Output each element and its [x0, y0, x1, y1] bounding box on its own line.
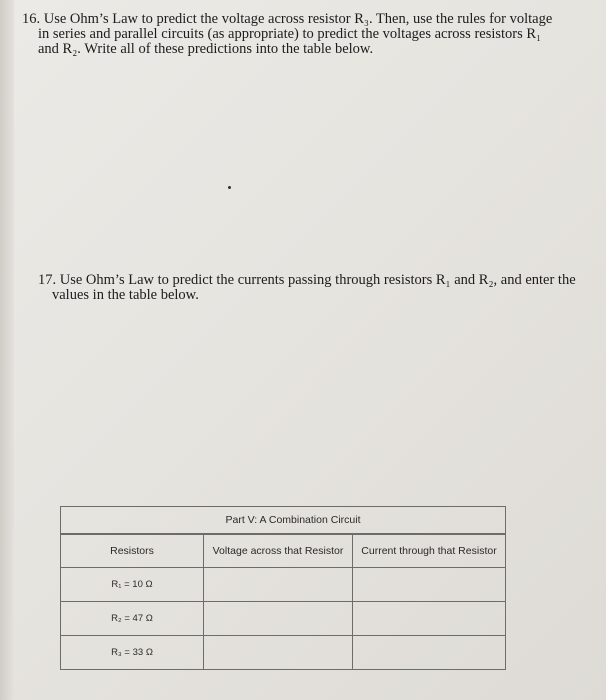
voltage-r3-cell[interactable]: [204, 636, 353, 670]
question-16-line-1: 16. Use Ohm’s Law to predict the voltage across resistor R₃. Then, use the rules for voltage: [22, 11, 553, 27]
voltage-r1-cell[interactable]: [204, 568, 353, 602]
table-header-row: [61, 535, 505, 568]
table-row: [61, 636, 505, 670]
question-17-line-2: values in the table below.: [52, 287, 199, 303]
resistor-r2-cell: R₂ = 47 Ω: [61, 602, 204, 636]
question-17-line-1: 17. Use Ohm’s Law to predict the currents passing through resistors R₁ and R₂, and enter the: [38, 272, 576, 288]
question-16-line-2: in series and parallel circuits (as appropriate) to predict the voltages across resistors R₁: [38, 26, 542, 42]
header-resistors: Resistors: [61, 535, 204, 568]
question-17: [38, 273, 578, 303]
resistor-r3-cell: R₃ = 33 Ω: [61, 636, 204, 670]
current-r2-cell[interactable]: [353, 602, 506, 636]
voltage-r2-cell[interactable]: [204, 602, 353, 636]
header-current: Current through that Resistor: [353, 535, 506, 568]
resistor-r1-cell: R₁ = 10 Ω: [61, 568, 204, 602]
table-row: [61, 602, 505, 636]
question-16: [22, 12, 582, 57]
prediction-table: [61, 534, 505, 669]
question-16-line-3: and R₂. Write all of these predictions into the table below.: [38, 41, 374, 57]
current-r1-cell[interactable]: [353, 568, 506, 602]
table-title: Part V: A Combination Circuit: [61, 507, 505, 534]
combination-circuit-table: [60, 506, 506, 670]
current-r3-cell[interactable]: [353, 636, 506, 670]
paper-speck: [228, 186, 231, 189]
page-edge: [0, 0, 14, 700]
header-voltage: Voltage across that Resistor: [204, 535, 353, 568]
table-row: [61, 568, 505, 602]
